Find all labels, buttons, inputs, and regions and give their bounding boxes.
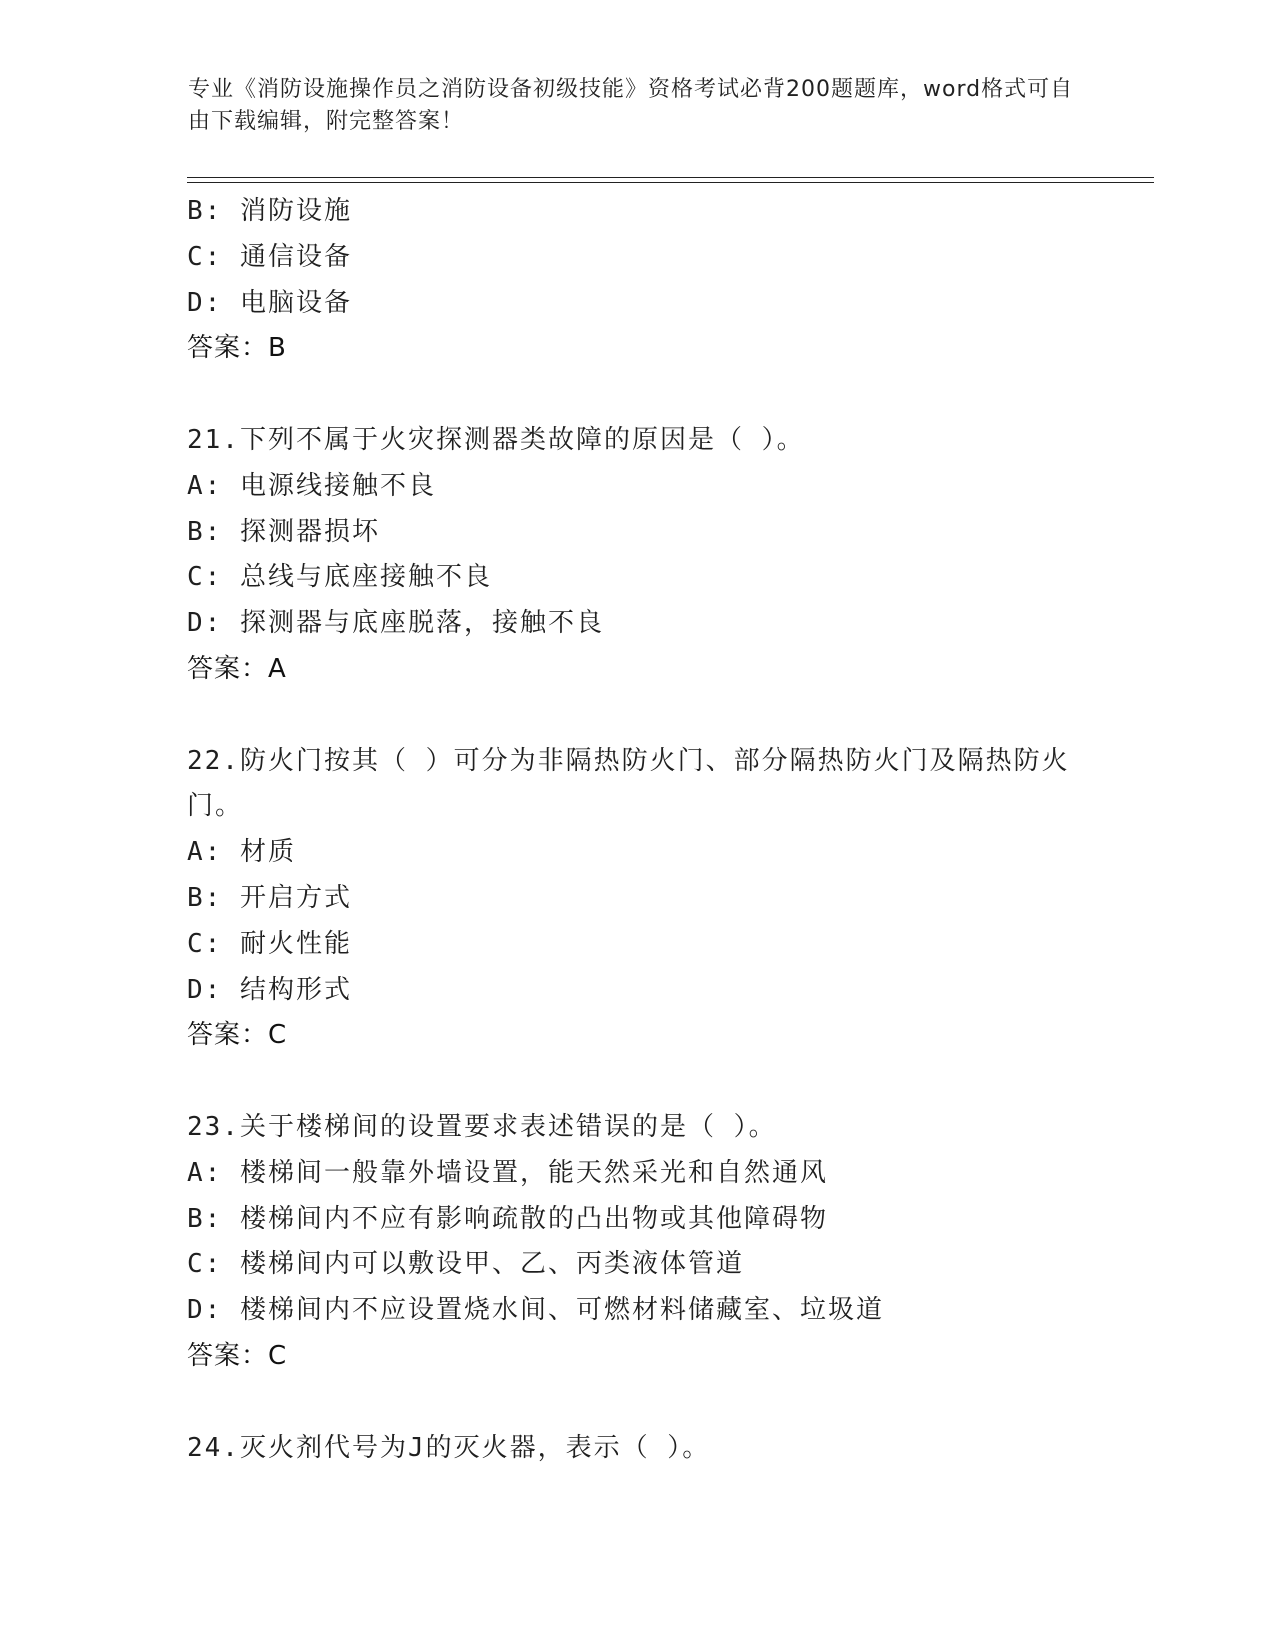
question-21 — [187, 418, 1147, 693]
document-header: 专业《消防设施操作员之消防设备初级技能》资格考试必背200题题库，word格式可自由下载编辑，附完整答案！ — [188, 77, 1074, 134]
option-c: C: 楼梯间内可以敷设甲、乙、丙类液体管道 — [187, 1249, 744, 1280]
option-c: C: 耐火性能 — [187, 928, 352, 959]
question-24 — [187, 1426, 1147, 1472]
answer-line: 答案：A — [187, 653, 287, 684]
header-rule-top — [187, 177, 1154, 178]
option-c: C: 总线与底座接触不良 — [187, 562, 492, 593]
option-b: B: 楼梯间内不应有影响疏散的凸出物或其他障碍物 — [187, 1203, 828, 1234]
question-20-continued — [187, 189, 1147, 372]
option-b: B: 消防设施 — [187, 196, 352, 226]
spacer — [187, 1059, 1147, 1105]
spacer — [187, 693, 1147, 739]
question-stem: 24.灭火剂代号为J的灭火器，表示（ ）。 — [187, 1432, 711, 1463]
question-list — [187, 189, 1147, 1471]
option-d: D: 探测器与底座脱落，接触不良 — [187, 608, 604, 639]
spacer — [187, 1380, 1147, 1426]
question-stem: 21.下列不属于火灾探测器类故障的原因是（ ）。 — [187, 424, 805, 455]
option-a: A: 电源线接触不良 — [187, 470, 436, 501]
answer-line: 答案：B — [187, 333, 287, 364]
option-b: B: 探测器损坏 — [187, 516, 380, 547]
option-d: D: 楼梯间内不应设置烧水间、可燃材料储藏室、垃圾道 — [187, 1295, 884, 1326]
header-rule-bottom — [187, 182, 1154, 183]
answer-line: 答案：C — [187, 1340, 288, 1371]
question-22 — [187, 739, 1147, 1060]
option-a: A: 材质 — [187, 837, 296, 868]
spacer — [187, 372, 1147, 418]
question-stem: 22.防火门按其（ ）可分为非隔热防火门、部分隔热防火门及隔热防火门。 — [187, 745, 1070, 822]
option-b: B: 开启方式 — [187, 882, 352, 913]
answer-line: 答案：C — [187, 1020, 288, 1051]
question-stem: 23.关于楼梯间的设置要求表述错误的是（ ）。 — [187, 1111, 777, 1142]
option-a: A: 楼梯间一般靠外墙设置，能天然采光和自然通风 — [187, 1157, 828, 1188]
option-d: D: 电脑设备 — [187, 287, 352, 318]
option-d: D: 结构形式 — [187, 974, 352, 1005]
option-c: C: 通信设备 — [187, 241, 352, 272]
question-23 — [187, 1105, 1147, 1380]
